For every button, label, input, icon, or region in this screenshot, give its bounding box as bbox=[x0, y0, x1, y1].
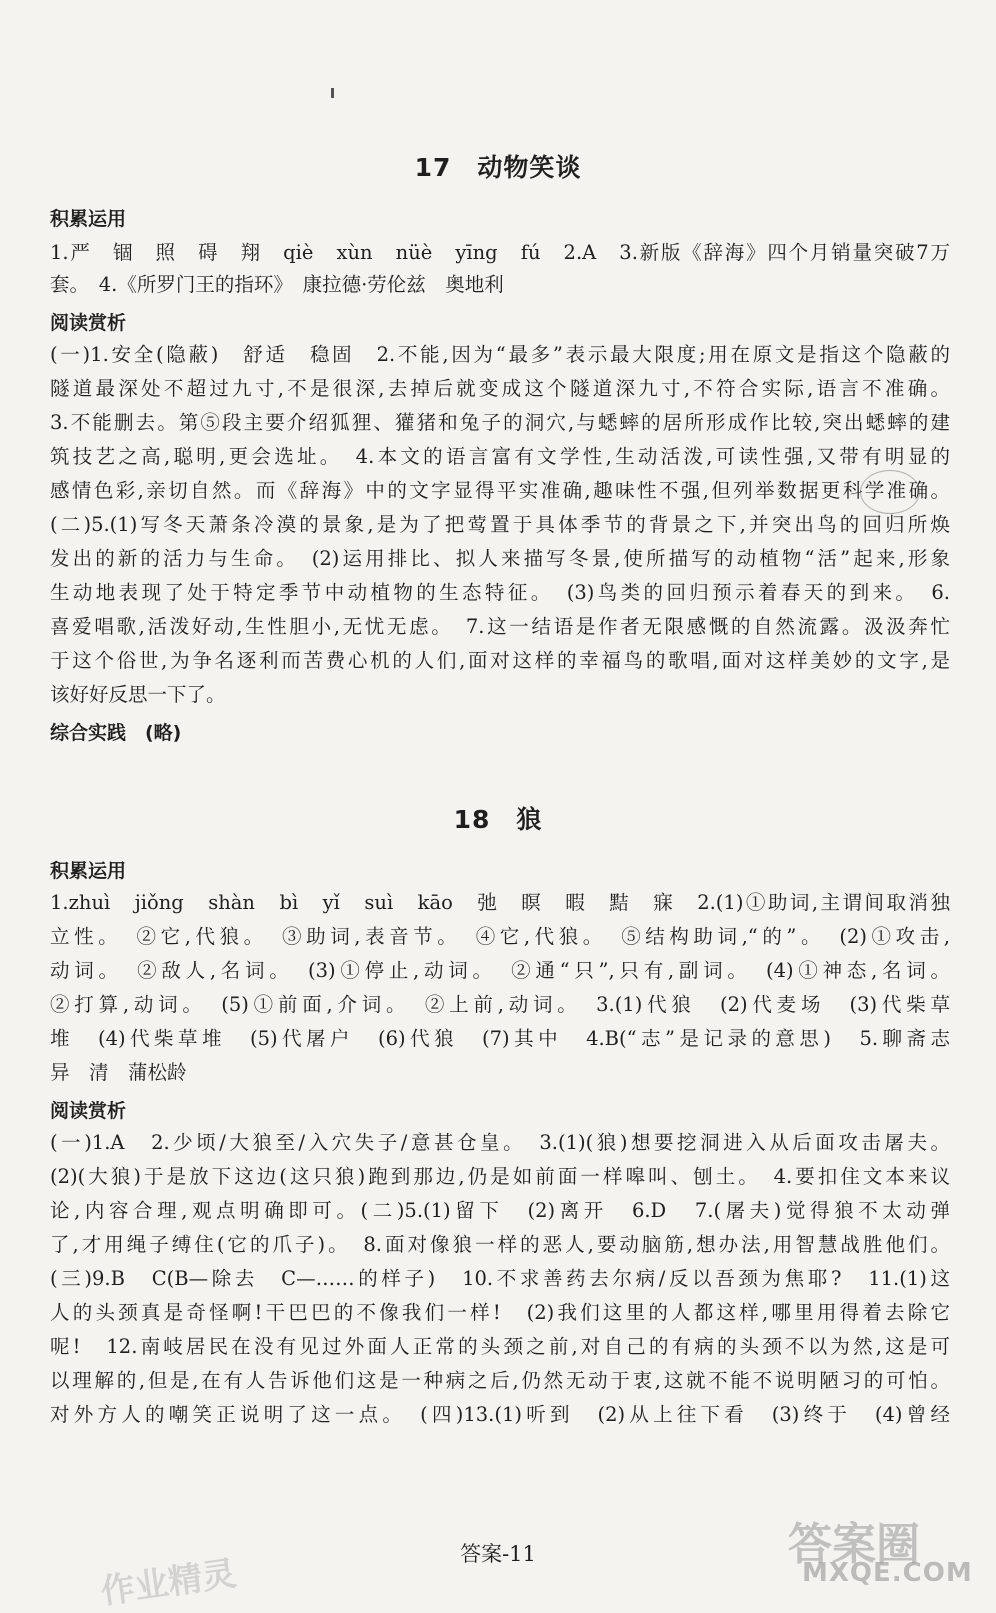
s18-accumulate-heading: 积累运用 bbox=[50, 860, 127, 882]
s17-reading-line: 喜爱唱歌,活泼好动,生性胆小,无忧无虑。 7.这一结语是作者无限感慨的自然流露。汲汲奔忙 bbox=[50, 615, 950, 638]
section-18-title: 18 狼 bbox=[453, 805, 543, 834]
s17-practice: 综合实践 (略) bbox=[50, 722, 182, 744]
s17-reading-line: (一)1.安全(隐蔽) 舒适 稳固 2.不能,因为“最多”表示最大限度;用在原文是指这个隐蔽的 bbox=[50, 343, 950, 366]
s17-reading-line: 于这个俗世,为争名逐利而苦费心机的人们,面对这样的幸福鸟的歌唱,面对这样美妙的文字,是 bbox=[50, 649, 950, 672]
s18-reading-line: 人的头颈真是奇怪啊!干巴巴的不像我们一样! (2)我们这里的人都这样,哪里用得着去除它 bbox=[50, 1301, 950, 1324]
s18-reading-line: (三)9.B C(B—除去 C—……的样子) 10.不求善药去尔病/反以吾颈为焦耶? 11.(1)这 bbox=[50, 1267, 950, 1290]
s17-reading-line: (二)5.(1)写冬天萧条冷漠的景象,是为了把莺置于具体季节的背景之下,并突出鸟的回归所焕 bbox=[50, 513, 950, 536]
s18-accumulate-line: 立性。 ②它,代狼。 ③助词,表音节。 ④它,代狼。 ⑤结构助词,“的”。 (2)①攻击, bbox=[50, 925, 950, 948]
s17-accumulate-line: 套。 4.《所罗门王的指环》 康拉德·劳伦兹 奥地利 bbox=[50, 273, 504, 296]
s18-reading-line: 对外方人的嘲笑正说明了这一点。 (四)13.(1)听到 (2)从上往下看 (3)终于 (4)曾经 bbox=[50, 1403, 950, 1426]
s18-accumulate-line: 堆 (4)代柴草堆 (5)代屠户 (6)代狼 (7)其中 4.B(“志”是记录的意思) 5.聊斋志 bbox=[50, 1027, 950, 1050]
s18-reading-line: (2)(大狼)于是放下这边(这只狼)跑到那边,仍是如前面一样嗥叫、刨土。 4.要扣住文本来议 bbox=[50, 1165, 950, 1188]
s18-accumulate-line: 动词。 ②敌人,名词。 (3)①停止,动词。 ②通“只”,只有,副词。 (4)①神态,名词。 bbox=[50, 959, 950, 982]
scan-mark bbox=[331, 88, 334, 98]
s18-reading-line: 论,内容合理,观点明确即可。(二)5.(1)留下 (2)离开 6.D 7.(屠夫)觉得狼不太动弹 bbox=[50, 1199, 950, 1222]
s17-reading-line: 该好好反思一下了。 bbox=[50, 683, 226, 706]
s18-reading-line: 以理解的,但是,在有人告诉他们这是一种病之后,仍然无动于衷,这就不能不说明陋习的可怕。 bbox=[50, 1369, 950, 1392]
s17-reading-line: 筑技艺之高,聪明,更会选址。 4.本文的语言富有文学性,生动活泼,可读性强,又带有明显的 bbox=[50, 445, 950, 468]
watermark-logo-cn: 答案圈 bbox=[788, 1519, 920, 1570]
s17-reading-line: 隧道最深处不超过九寸,不是很深,去掉后就变成这个隧道深九寸,不符合实际,语言不准确。 bbox=[50, 377, 950, 400]
page-number: 答案-11 bbox=[460, 1542, 536, 1566]
s18-reading-line: (一)1.A 2.少顷/大狼至/入穴失子/意甚仓皇。 3.(1)(狼)想要挖洞进入从后面攻击屠夫。 bbox=[50, 1131, 950, 1154]
handwritten-scribble bbox=[860, 470, 920, 514]
watermark-logo-en: MXQE.COM bbox=[802, 1558, 973, 1588]
s18-accumulate-line: ②打算,动词。 (5)①前面,介词。 ②上前,动词。 3.(1)代狼 (2)代麦场 (3)代柴草 bbox=[50, 993, 950, 1016]
s17-accumulate-heading: 积累运用 bbox=[50, 208, 127, 230]
s17-reading-line: 发出的新的活力与生命。 (2)运用排比、拟人来描写冬景,使所描写的动植物“活”起来,形象 bbox=[50, 547, 950, 570]
s18-reading-heading: 阅读赏析 bbox=[50, 1100, 127, 1122]
s18-accumulate-line: 异 清 蒲松龄 bbox=[50, 1061, 187, 1084]
s17-reading-line: 生动地表现了处于特定季节中动植物的生态特征。 (3)鸟类的回归预示着春天的到来。 6. bbox=[50, 581, 950, 604]
s18-accumulate-line: 1.zhuì jiǒng shàn bì yǐ suì kāo 弛 瞑 暇 黠 寐 2.(1)①助词,主谓间取消独 bbox=[50, 891, 950, 914]
s17-reading-line: 3.不能删去。第⑤段主要介绍狐狸、獾猪和兔子的洞穴,与蟋蟀的居所形成作比较,突出蟋蟀的建 bbox=[50, 411, 950, 434]
s17-reading-line: 感情色彩,亲切自然。而《辞海》中的文字显得平实准确,趣味性不强,但列举数据更科学准确。 bbox=[50, 479, 950, 502]
watermark-logo bbox=[788, 1508, 973, 1590]
s18-reading-line: 了,才用绳子缚住(它的爪子)。 8.面对像狼一样的恶人,要动脑筋,想办法,用智慧战胜他们。 bbox=[50, 1233, 950, 1256]
section-17-title: 17 动物笑谈 bbox=[414, 153, 582, 182]
watermark-left: 作业精灵 bbox=[98, 1553, 239, 1613]
s17-reading-heading: 阅读赏析 bbox=[50, 312, 127, 334]
s18-reading-line: 呢! 12.南岐居民在没有见过外面人正常的头颈之前,对自己的有病的头颈不以为然,这是可 bbox=[50, 1335, 950, 1358]
s17-accumulate-line: 1.严 锢 照 碍 翔 qiè xùn nüè yīng fú 2.A 3.新版《辞海》四个月销量突破7万 bbox=[50, 241, 950, 264]
